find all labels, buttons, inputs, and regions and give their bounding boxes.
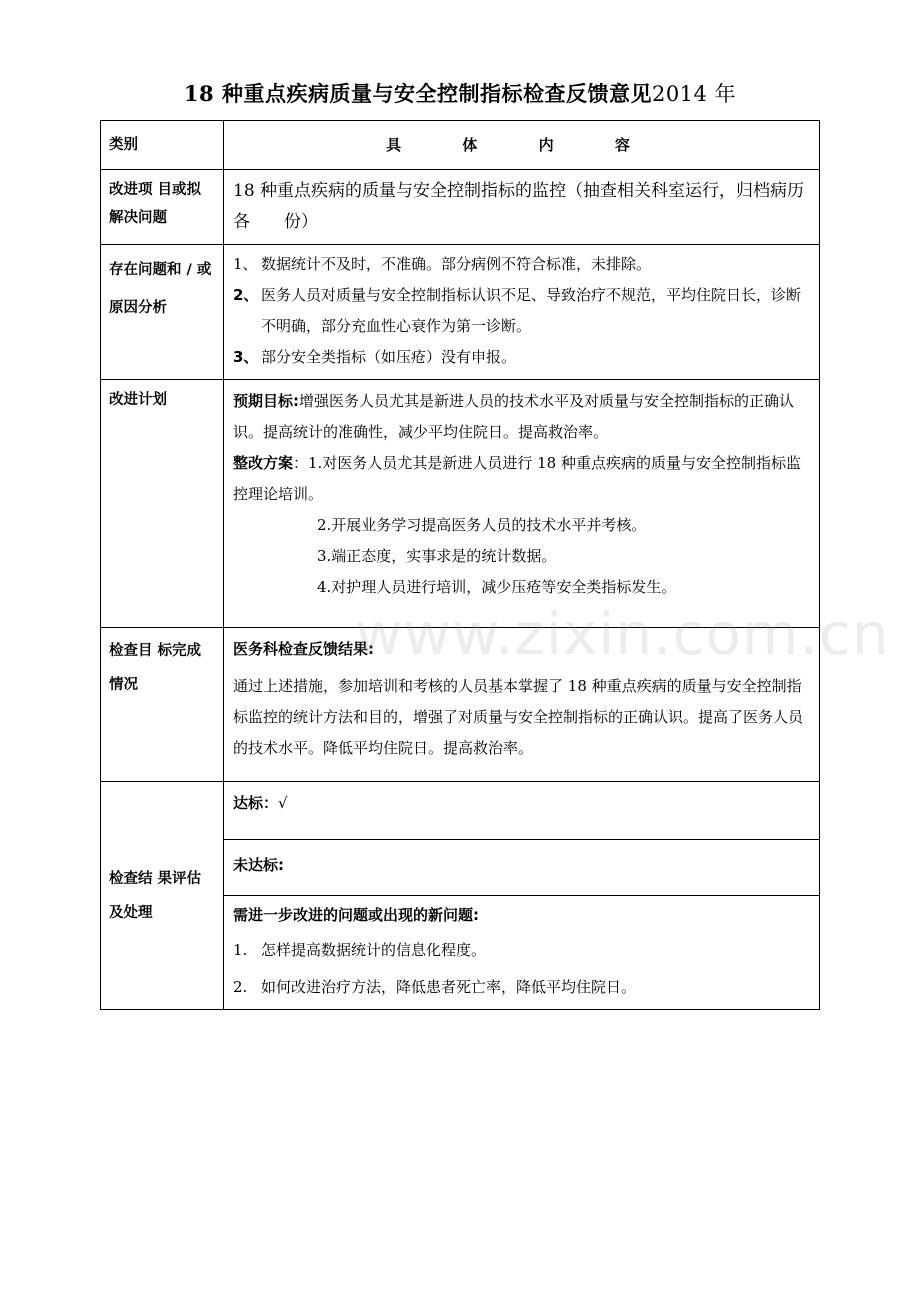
further-item: 1. 怎样提高数据统计的信息化程度。 [233, 941, 487, 959]
completion-result-text: 通过上述措施，参加培训和考核的人员基本掌握了 18 种重点疾病的质量与安全控制指标监控的统计方法和目的，增强了对质量与安全控制指标的正确认识。提高了医务人员的技术水平。降低平均住院日。提高救治率。 [233, 677, 804, 757]
completion-result-label: 医务科检查反馈结果: [233, 640, 374, 658]
page-title [0, 78, 920, 108]
evaluation-pass: 达标：√ [224, 782, 820, 840]
further-label: 需进一步改进的问题或出现的新问题: [233, 906, 480, 924]
completion-label: 检查目 标完成情况 [101, 628, 224, 782]
problem-item: 3、 部分安全类指标（如压疮）没有申报。 [233, 348, 517, 366]
header-category: 类别 [101, 121, 224, 170]
problem-item: 2、 医务人员对质量与安全控制指标认识不足、导致治疗不规范，平均住院日长，诊断不明确，部分充血性心衰作为第一诊断。 [233, 286, 802, 335]
row-improve-item [101, 170, 820, 245]
plan-content [224, 380, 820, 628]
evaluation-fail: 未达标: [224, 840, 820, 896]
evaluation-further [224, 896, 820, 1010]
row-evaluation-pass [101, 782, 820, 840]
problems-label: 存在问题和 / 或原因分析 [101, 245, 224, 380]
problems-content [224, 245, 820, 380]
title-main: 18 种重点疾病质量与安全控制指标检查反馈意见 [183, 81, 652, 106]
header-content: 具 体 内 容 [224, 121, 820, 170]
improve-item-content: 18 种重点疾病的质量与安全控制指标的监控（抽查相关科室运行，归档病历各 份） [224, 170, 820, 245]
plan-scheme-item: 2.开展业务学习提高医务人员的技术水平并考核。 [317, 516, 647, 534]
plan-label: 改进计划 [101, 380, 224, 628]
plan-goal: 预期目标:增强医务人员尤其是新进人员的技术水平及对质量与安全控制指标的正确认识。提高统计的准确性，减少平均住院日。提高救治率。 [233, 392, 795, 441]
row-problems [101, 245, 820, 380]
feedback-table [100, 120, 820, 1010]
row-plan [101, 380, 820, 628]
plan-scheme: 整改方案：1.对医务人员尤其是新进人员进行 18 种重点疾病的质量与安全控制指标监控理论培训。 [233, 454, 801, 503]
problem-item: 1、 数据统计不及时，不准确。部分病例不符合标准，未排除。 [233, 255, 652, 273]
evaluation-label: 检查结 果评估及处理 [101, 782, 224, 1010]
plan-scheme-item: 3.端正态度，实事求是的统计数据。 [317, 547, 557, 565]
improve-item-label: 改进项 目或拟解决问题 [101, 170, 224, 245]
plan-scheme-item: 4.对护理人员进行培训，减少压疮等安全类指标发生。 [317, 578, 677, 596]
title-year: 2014 年 [651, 82, 737, 106]
header-row [101, 121, 820, 170]
further-item: 2. 如何改进治疗方法，降低患者死亡率，降低平均住院日。 [233, 978, 637, 996]
watermark: www.zixin.com.cn [355, 600, 890, 668]
